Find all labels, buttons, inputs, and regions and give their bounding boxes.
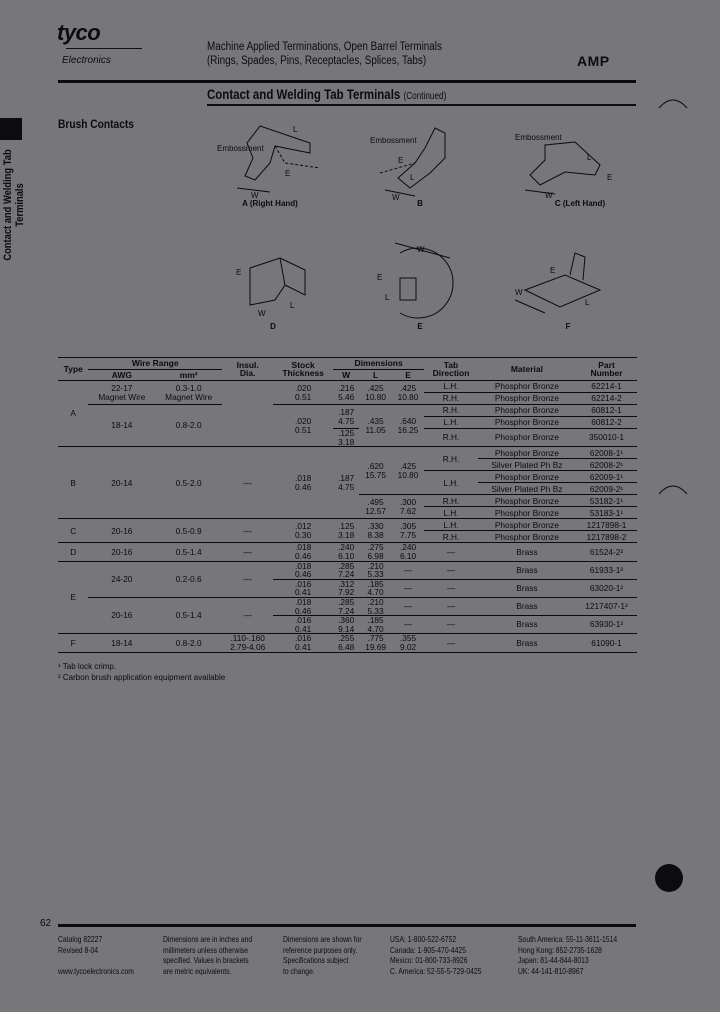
figure-d-drawing: [230, 250, 320, 320]
col-tab-direction: Tab Direction: [424, 358, 478, 381]
footer-phones-americas: [390, 934, 510, 976]
table-cell: Phosphor Bronze: [478, 381, 576, 393]
table-row: [58, 519, 637, 531]
table-cell: .775 19.69: [359, 634, 391, 652]
table-cell: .216 5.46: [333, 381, 359, 405]
binder-arc-top: [655, 92, 695, 122]
ref-note-line: Specifications subject: [283, 955, 349, 965]
table-cell: —: [392, 561, 424, 579]
header-rule: [58, 80, 636, 83]
phone-usa: USA: 1-800-522-6752: [390, 934, 457, 944]
table-cell: .012 0.30: [273, 519, 333, 543]
table-cell: 20-16: [88, 519, 155, 543]
table-cell: .125 3.18: [333, 429, 359, 447]
table-cell: .016 0.41: [273, 579, 333, 597]
caption-b: B: [417, 199, 423, 208]
dims-note-line: specified. Values in brackets: [163, 955, 249, 965]
col-insul-dia: Insul. Dia.: [222, 358, 273, 381]
dim-e-b: E: [398, 156, 404, 165]
dims-note-line: millimeters unless otherwise: [163, 944, 249, 955]
table-cell: 0.5-1.4: [155, 543, 222, 561]
table-cell: 350010-1: [576, 429, 637, 447]
dim-w-f: W: [515, 288, 523, 297]
table-row: [58, 597, 637, 615]
dim-l-d: L: [290, 301, 295, 310]
side-tab-label: Contact and Welding Tab Terminals: [2, 149, 26, 261]
figure-f-drawing: [505, 245, 625, 320]
footer-phones-intl: [518, 934, 638, 976]
brush-contacts-table: [58, 357, 637, 653]
embossment-label-c: Embossment: [515, 133, 562, 142]
table-cell: .330 8.38: [359, 519, 391, 543]
table-cell: Brass: [478, 561, 576, 579]
table-cell: Phosphor Bronze: [478, 495, 576, 507]
col-e: E: [392, 369, 424, 381]
catalog-number: Catalog 82227: [58, 934, 103, 944]
dim-e-c: E: [607, 173, 613, 182]
table-cell: 0.5-2.0: [155, 447, 222, 519]
table-cell: —: [222, 561, 273, 597]
tyco-logo: tyco: [57, 20, 101, 45]
table-cell: R.H.: [424, 393, 478, 405]
table-cell: 0.3-1.0 Magnet Wire: [155, 381, 222, 405]
header-line-1: Machine Applied Terminations, Open Barrel Terminals: [207, 41, 442, 53]
figure-e-drawing: [355, 238, 465, 323]
footer-catalog: [58, 934, 158, 976]
col-l: L: [359, 369, 391, 381]
table-cell: R.H.: [424, 429, 478, 447]
table-cell: 62214-1: [576, 381, 637, 393]
dim-w-c: W: [545, 191, 553, 200]
table-cell: .312 7.92: [333, 579, 359, 597]
footnote-1: ¹ Tab lock crimp.: [58, 661, 117, 671]
table-cell: .240 6.10: [392, 543, 424, 561]
table-cell: .435 11.05: [359, 405, 391, 447]
table-cell: 18-14: [88, 634, 155, 652]
phone-canada: Canada: 1-905-470-4425: [390, 944, 466, 955]
table-cell: .020 0.51: [273, 381, 333, 405]
dim-l-e: L: [385, 293, 390, 302]
table-cell: .305 7.75: [392, 519, 424, 543]
table-cell: Brass: [478, 616, 576, 634]
table-cell: 0.8-2.0: [155, 405, 222, 447]
binder-arc-mid: [655, 478, 695, 508]
table-cell: .425 10.80: [392, 447, 424, 495]
dims-note-line: are metric equivalents.: [163, 965, 232, 976]
table-cell: .285 7.24: [333, 597, 359, 615]
table-cell: Phosphor Bronze: [478, 471, 576, 483]
table-cell: —: [222, 447, 273, 519]
table-row: [58, 381, 637, 393]
table-cell: .210 5.33: [359, 597, 391, 615]
table-cell: 61090-1: [576, 634, 637, 652]
table-cell: 1217898-2: [576, 531, 637, 543]
table-cell: R.H.: [424, 531, 478, 543]
table-cell: L.H.: [424, 471, 478, 495]
table-cell: —: [222, 597, 273, 633]
table-cell: 18-14: [88, 405, 155, 447]
phone-hong-kong: Hong Kong: 852-2735-1628: [518, 944, 602, 955]
table-cell: .125 3.18: [333, 519, 359, 543]
table-cell: 62009-1¹: [576, 471, 637, 483]
table-cell: .020 0.51: [273, 405, 333, 447]
table-cell: Brass: [478, 597, 576, 615]
table-cell: L.H.: [424, 519, 478, 531]
table-cell: —: [424, 561, 478, 579]
table-cell: .187 4.75: [333, 447, 359, 519]
table-cell: 62008-2¹: [576, 459, 637, 471]
col-wire-range: Wire Range: [88, 358, 222, 370]
dim-w-e: W: [417, 245, 425, 254]
subsection-title: Brush Contacts: [58, 117, 134, 131]
figure-b-drawing: [370, 118, 480, 203]
table-cell: 60812-2: [576, 417, 637, 429]
table-cell: 63930-1²: [576, 616, 637, 634]
table-row: [58, 447, 637, 459]
binder-hole: [655, 864, 683, 892]
table-cell: Phosphor Bronze: [478, 405, 576, 417]
table-cell: .495 12.57: [359, 495, 391, 519]
table-cell: —: [424, 634, 478, 652]
phone-south-america: South America: 55-11-3611-1514: [518, 934, 618, 944]
figure-c-drawing: [515, 130, 630, 200]
footnote-2: ² Carbon brush application equipment available: [58, 672, 226, 682]
col-type: Type: [58, 358, 88, 381]
dim-w-d: W: [258, 309, 266, 318]
table-cell: .255 6.48: [333, 634, 359, 652]
table-cell: —: [392, 616, 424, 634]
table-cell: 62008-1¹: [576, 447, 637, 459]
table-cell: Phosphor Bronze: [478, 417, 576, 429]
table-cell: 20-16: [88, 543, 155, 561]
col-mm2: mm²: [155, 369, 222, 381]
table-row: [58, 405, 637, 417]
table-cell: .285 7.24: [333, 561, 359, 579]
table-cell: .018 0.46: [273, 543, 333, 561]
table-cell: L.H.: [424, 381, 478, 393]
table-cell: .275 6.98: [359, 543, 391, 561]
table-cell: .300 7.62: [392, 495, 424, 519]
table-cell: 20-16: [88, 597, 155, 633]
table-cell: —: [392, 579, 424, 597]
catalog-header: [207, 40, 442, 68]
ref-note-line: to change.: [283, 965, 315, 976]
header-line-2: (Rings, Spades, Pins, Receptacles, Splices, Tabs): [207, 55, 427, 67]
revised-date: Revised 8-04: [58, 944, 99, 955]
phone-central-america: C. America: 52-55-5-729-0425: [390, 965, 482, 976]
table-cell: .110-.160 2.79-4.06: [222, 634, 273, 652]
table-cell: —: [392, 597, 424, 615]
table-cell: 62214-2: [576, 393, 637, 405]
table-cell: 20-14: [88, 447, 155, 519]
table-cell: Phosphor Bronze: [478, 393, 576, 405]
table-cell: .018 0.46: [273, 447, 333, 519]
table-cell: 0.5-1.4: [155, 597, 222, 633]
ref-note-line: Dimensions are shown for: [283, 934, 362, 944]
phone-japan: Japan: 81-44-844-8013: [518, 955, 589, 965]
table-cell: 62009-2¹: [576, 483, 637, 495]
caption-c: C (Left Hand): [554, 199, 606, 208]
phone-mexico: Mexico: 01-800-733-8926: [390, 955, 468, 965]
table-cell: —: [222, 543, 273, 561]
table-cell: Phosphor Bronze: [478, 531, 576, 543]
table-body: [58, 381, 637, 652]
table-cell: R.H.: [424, 495, 478, 507]
table-cell: 1217898-1: [576, 519, 637, 531]
dims-note-line: Dimensions are in inches and: [163, 934, 253, 944]
table-cell: .016 0.41: [273, 616, 333, 634]
website-link[interactable]: www.tycoelectronics.com: [58, 965, 134, 976]
table-row: [58, 561, 637, 579]
phone-uk: UK: 44-141-810-8967: [518, 965, 584, 976]
section-suffix: (Continued): [403, 91, 447, 102]
table-cell: .210 5.33: [359, 561, 391, 579]
table-cell: 60812-1: [576, 405, 637, 417]
dim-w-b: W: [392, 193, 400, 202]
table-cell: .018 0.46: [273, 561, 333, 579]
table-cell: 61524-2²: [576, 543, 637, 561]
section-rule: [207, 104, 636, 106]
page-number: 62: [40, 918, 52, 929]
caption-f: F: [565, 322, 571, 331]
table-cell: Phosphor Bronze: [478, 519, 576, 531]
table-cell: Silver Plated Ph Bz: [478, 459, 576, 471]
table-cell: .355 9.02: [392, 634, 424, 652]
footer-dimensions-note: [163, 934, 278, 976]
caption-e: E: [417, 322, 423, 331]
col-stock-thickness: Stock Thickness: [273, 358, 333, 381]
table-cell: D: [58, 543, 88, 561]
amp-brand: AMP: [577, 53, 610, 69]
table-cell: .425 10.80: [392, 381, 424, 405]
dim-w-a: W: [251, 191, 259, 200]
col-awg: AWG: [88, 369, 155, 381]
dim-e-e: E: [377, 273, 383, 282]
col-w: W: [333, 369, 359, 381]
dim-l-a: L: [293, 125, 298, 134]
dim-e-f: E: [550, 266, 556, 275]
table-cell: 53182-1¹: [576, 495, 637, 507]
table-cell: [222, 381, 273, 447]
table-cell: .240 6.10: [333, 543, 359, 561]
section-title-text: Contact and Welding Tab Terminals: [207, 86, 401, 102]
table-cell: .185 4.70: [359, 579, 391, 597]
table-cell: .016 0.41: [273, 634, 333, 652]
dim-l-f: L: [585, 298, 590, 307]
table-cell: .425 10.80: [359, 381, 391, 405]
caption-d: D: [270, 322, 276, 331]
table-cell: —: [424, 543, 478, 561]
table-cell: L.H.: [424, 507, 478, 519]
table-cell: Phosphor Bronze: [478, 447, 576, 459]
dim-e-d: E: [236, 268, 242, 277]
dim-l-b: L: [410, 173, 415, 182]
table-cell: L.H.: [424, 417, 478, 429]
table-cell: F: [58, 634, 88, 652]
figure-a-drawing: [215, 118, 330, 203]
table-cell: Brass: [478, 634, 576, 652]
table-cell: —: [424, 616, 478, 634]
footnotes: [58, 661, 637, 683]
embossment-label-a: Embossment: [217, 144, 264, 153]
table-cell: .640 16.25: [392, 405, 424, 447]
table-cell: R.H.: [424, 447, 478, 471]
table-cell: 61933-1²: [576, 561, 637, 579]
table-cell: .187 4.75: [333, 405, 359, 429]
table-cell: B: [58, 447, 88, 519]
table-cell: 0.2-0.6: [155, 561, 222, 597]
table-cell: .360 9.14: [333, 616, 359, 634]
table-cell: A: [58, 381, 88, 447]
ref-note-line: reference purposes only.: [283, 944, 358, 955]
table-cell: —: [424, 597, 478, 615]
dim-l-c: L: [587, 153, 592, 162]
table-cell: 24-20: [88, 561, 155, 597]
logo-subtitle: Electronics: [62, 55, 111, 66]
caption-a: A (Right Hand): [242, 199, 298, 208]
table-cell: .620 15.75: [359, 447, 391, 495]
table-cell: E: [58, 561, 88, 634]
table-cell: 1217407-1²: [576, 597, 637, 615]
col-dimensions: Dimensions: [333, 358, 424, 370]
table-cell: —: [424, 579, 478, 597]
table-cell: 0.5-0.9: [155, 519, 222, 543]
table-section: [58, 357, 637, 683]
table-cell: Phosphor Bronze: [478, 429, 576, 447]
col-material: Material: [478, 358, 576, 381]
table-cell: R.H.: [424, 405, 478, 417]
table-cell: Brass: [478, 543, 576, 561]
embossment-label-b: Embossment: [370, 136, 417, 145]
footer-reference-note: [283, 934, 383, 976]
table-row: [58, 634, 637, 652]
table-cell: Phosphor Bronze: [478, 507, 576, 519]
table-cell: —: [222, 519, 273, 543]
section-title: [207, 86, 446, 102]
table-cell: .185 4.70: [359, 616, 391, 634]
table-cell: 22-17 Magnet Wire: [88, 381, 155, 405]
dim-e-a: E: [285, 169, 291, 178]
col-part-number: Part Number: [576, 358, 637, 381]
footer-rule: [58, 924, 636, 927]
table-cell: 0.8-2.0: [155, 634, 222, 652]
logo-divider: [66, 48, 142, 49]
table-cell: 53183-1¹: [576, 507, 637, 519]
table-cell: Silver Plated Ph Bz: [478, 483, 576, 495]
table-cell: 63020-1²: [576, 579, 637, 597]
table-cell: C: [58, 519, 88, 543]
table-row: [58, 543, 637, 561]
table-cell: .018 0.46: [273, 597, 333, 615]
table-cell: Brass: [478, 579, 576, 597]
